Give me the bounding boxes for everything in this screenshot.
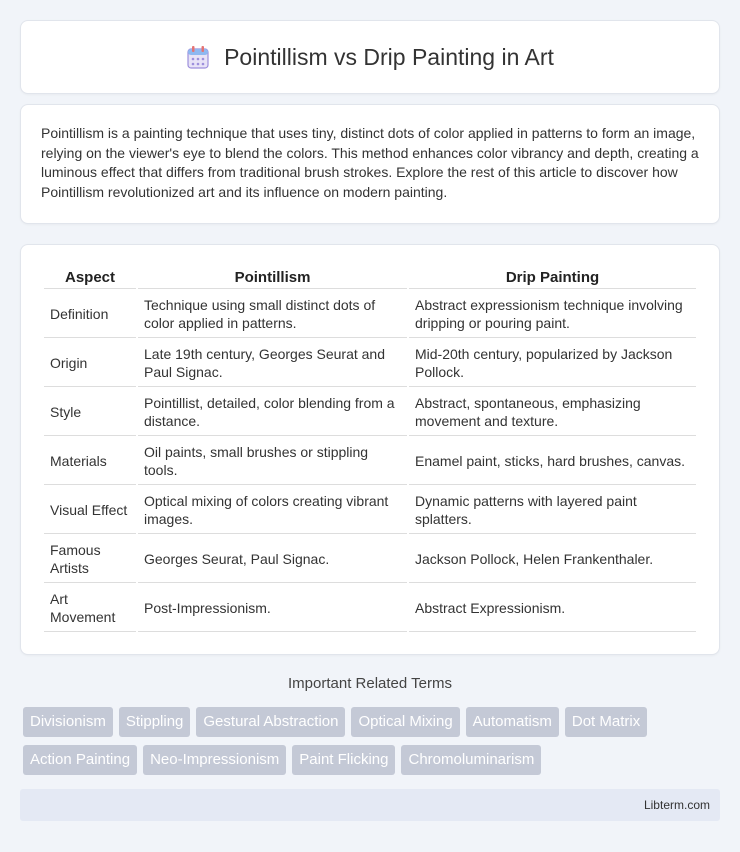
table-row (44, 487, 696, 534)
table-cell-aspect: Origin (44, 340, 136, 387)
table-cell-drip-painting: Abstract Expressionism. (409, 585, 696, 632)
table-row (44, 340, 696, 387)
related-terms-list (23, 707, 723, 775)
table-row (44, 291, 696, 338)
table-header-row (44, 265, 696, 289)
related-term-tag[interactable]: Automatism (466, 707, 559, 737)
related-term-tag[interactable]: Gestural Abstraction (196, 707, 345, 737)
related-term-tag[interactable]: Dot Matrix (565, 707, 647, 737)
table-cell-drip-painting: Mid-20th century, popularized by Jackson Pollock. (409, 340, 696, 387)
table-row (44, 389, 696, 436)
table-cell-drip-painting: Jackson Pollock, Helen Frankenthaler. (409, 536, 696, 583)
table-row (44, 585, 696, 632)
table-cell-aspect: Visual Effect (44, 487, 136, 534)
table-cell-pointillism: Oil paints, small brushes or stippling tools. (138, 438, 407, 485)
table-cell-drip-painting: Abstract, spontaneous, emphasizing movement and texture. (409, 389, 696, 436)
table-cell-pointillism: Optical mixing of colors creating vibrant images. (138, 487, 407, 534)
table-cell-drip-painting: Dynamic patterns with layered paint splatters. (409, 487, 696, 534)
related-term-tag[interactable]: Stippling (119, 707, 191, 737)
related-term-tag[interactable]: Neo-Impressionism (143, 745, 286, 775)
related-term-tag[interactable]: Paint Flicking (292, 745, 395, 775)
table-cell-drip-painting: Abstract expressionism technique involving dripping or pouring paint. (409, 291, 696, 338)
table-cell-aspect: Definition (44, 291, 136, 338)
table-cell-pointillism: Technique using small distinct dots of color applied in patterns. (138, 291, 407, 338)
column-header-pointillism: Pointillism (138, 265, 407, 289)
related-term-tag[interactable]: Chromoluminarism (401, 745, 541, 775)
table-cell-pointillism: Georges Seurat, Paul Signac. (138, 536, 407, 583)
footer-site-link[interactable]: Libterm.com (643, 798, 710, 812)
table-cell-pointillism: Post-Impressionism. (138, 585, 407, 632)
table-cell-aspect: Style (44, 389, 136, 436)
column-header-drip-painting: Drip Painting (409, 265, 696, 289)
comparison-table (42, 263, 698, 634)
table-cell-pointillism: Pointillist, detailed, color blending from a distance. (138, 389, 407, 436)
related-term-tag[interactable]: Action Painting (23, 745, 137, 775)
table-cell-drip-painting: Enamel paint, sticks, hard brushes, canvas. (409, 438, 696, 485)
table-cell-aspect: Materials (44, 438, 136, 485)
table-cell-aspect: Art Movement (44, 585, 136, 632)
column-header-aspect: Aspect (44, 265, 136, 289)
intro-card (20, 104, 720, 224)
related-term-tag[interactable]: Divisionism (23, 707, 113, 737)
table-row (44, 438, 696, 485)
intro-text: Pointillism is a painting technique that uses tiny, distinct dots of color applied in patterns to form an image, relying on the viewer's eye to blend the colors. This method enhances color vibrancy and depth, creating a luminous effect that differs from traditional brush strokes. Explore the rest of this article to discover how Pointillism revolutionized art and its influence on modern painting. (41, 125, 699, 200)
footer (20, 789, 720, 821)
comparison-table-card (20, 244, 720, 655)
calendar-icon (186, 44, 210, 70)
table-row (44, 536, 696, 583)
table-cell-aspect: Famous Artists (44, 536, 136, 583)
table-cell-pointillism: Late 19th century, Georges Seurat and Paul Signac. (138, 340, 407, 387)
page-title: Pointillism vs Drip Painting in Art (224, 43, 554, 70)
related-terms-heading: Important Related Terms (288, 675, 452, 692)
title-card (20, 20, 720, 94)
related-term-tag[interactable]: Optical Mixing (351, 707, 459, 737)
